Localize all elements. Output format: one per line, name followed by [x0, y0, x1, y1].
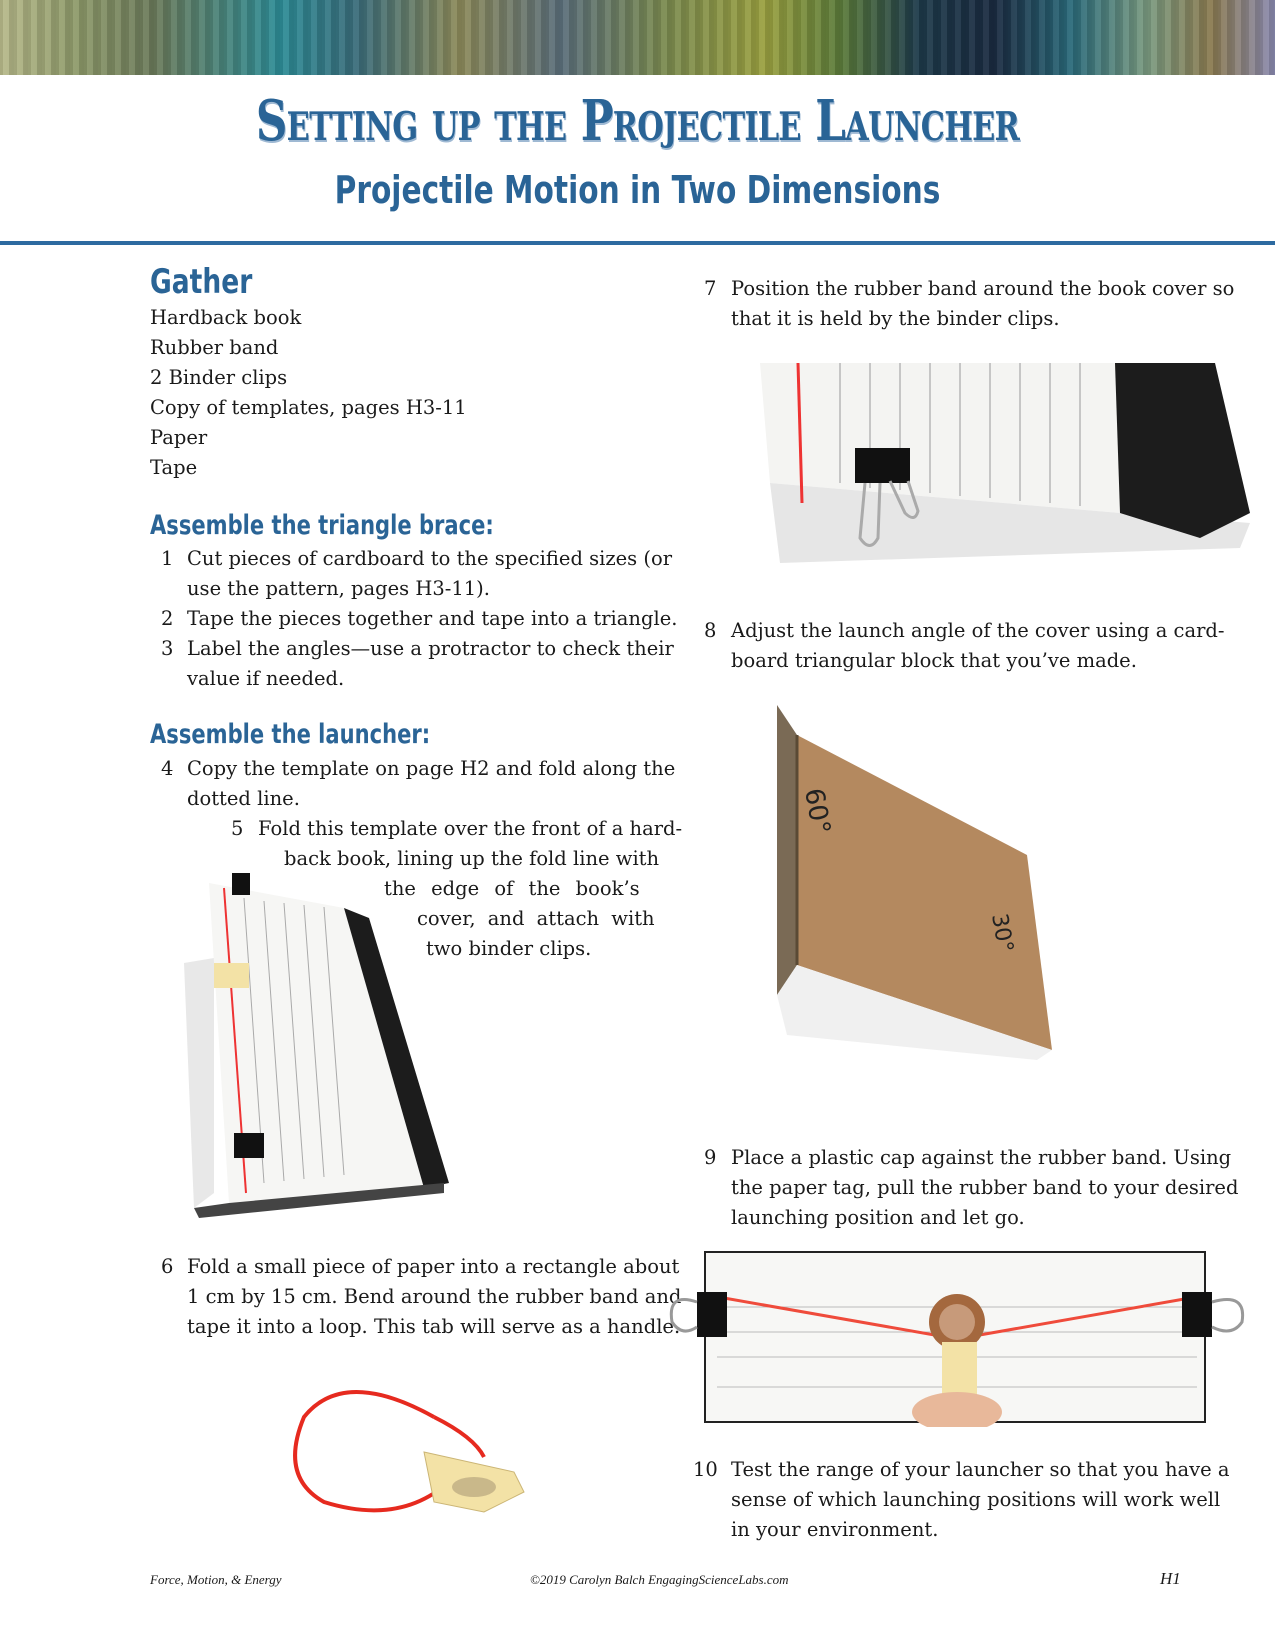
step-text: dotted line.: [187, 787, 300, 810]
gather-item: Rubber band: [150, 336, 279, 359]
page-number: H1: [1160, 1569, 1181, 1588]
step-text: back book, lining up the fold line with: [284, 847, 660, 870]
header-divider: [0, 241, 1275, 245]
step-text: that it is held by the binder clips.: [731, 307, 1060, 330]
step-text: Place a plastic cap against the rubber band. Using: [731, 1146, 1232, 1169]
gather-item: Copy of templates, pages H3-11: [150, 396, 467, 419]
page-subtitle: Projectile Motion in Two Dimensions: [334, 168, 941, 212]
step-number: 1: [161, 547, 174, 570]
step-number: 5: [231, 817, 244, 840]
step-text: board triangular block that you’ve made.: [731, 649, 1137, 672]
step-text: Tape the pieces together and tape into a triangle.: [187, 607, 678, 630]
photo-cap-against-band: [657, 1247, 1257, 1427]
gather-item: Tape: [150, 456, 198, 479]
step-number: 10: [693, 1458, 718, 1481]
angle-label-30: 30°: [986, 911, 1018, 955]
step-number: 2: [161, 607, 174, 630]
page-title: Setting up the Projectile Launcher: [255, 88, 1020, 154]
step-text: Fold a small piece of paper into a rectangle about: [187, 1255, 680, 1278]
step-text: Copy the template on page H2 and fold along the: [187, 757, 676, 780]
step-text: Adjust the launch angle of the cover using a card-: [731, 619, 1225, 642]
step-number: 4: [161, 757, 174, 780]
step-text: sense of which launching positions will work well: [731, 1488, 1221, 1511]
step-text: 1 cm by 15 cm. Bend around the rubber band and: [187, 1285, 682, 1308]
step-number: 3: [161, 637, 174, 660]
step-text: Test the range of your launcher so that you have a: [731, 1458, 1230, 1481]
step-text: cover, and attach with: [417, 907, 655, 930]
gather-heading: Gather: [150, 262, 253, 302]
step-text: Position the rubber band around the book cover so: [731, 277, 1235, 300]
triangle-heading: Assemble the triangle brace:: [150, 510, 494, 541]
step-text: value if needed.: [187, 667, 345, 690]
gather-item: 2 Binder clips: [150, 366, 288, 389]
step-text: use the pattern, pages H3-11).: [187, 577, 490, 600]
step-text: Fold this template over the front of a hard-: [258, 817, 683, 840]
step-text: the edge of the book’s: [384, 877, 640, 900]
step-text: tape it into a loop. This tab will serve as a handle.: [187, 1315, 681, 1338]
step-text: two binder clips.: [426, 937, 592, 960]
step-number: 9: [704, 1146, 717, 1169]
step-number: 6: [161, 1255, 174, 1278]
step-text: Cut pieces of cardboard to the specified sizes (or: [187, 547, 673, 570]
angle-label-60: 60°: [798, 786, 836, 837]
photo-rubber-band-tab: [284, 1357, 549, 1522]
header-banner-image: [0, 0, 1275, 75]
step-text: Label the angles—use a protractor to check their: [187, 637, 674, 660]
step-number: 8: [704, 619, 717, 642]
step-text: launching position and let go.: [731, 1206, 1025, 1229]
gather-item: Hardback book: [150, 306, 302, 329]
photo-rubber-band-on-cover: [760, 363, 1260, 583]
launcher-heading: Assemble the launcher:: [150, 719, 431, 750]
step-text: the paper tag, pull the rubber band to your desired: [731, 1176, 1239, 1199]
footer-copyright: ©2019 Carolyn Balch EngagingScienceLabs.com: [530, 1572, 789, 1587]
photo-template-on-book: [184, 863, 454, 1223]
gather-item: Paper: [150, 426, 208, 449]
step-text: in your environment.: [731, 1518, 939, 1541]
step-number: 7: [704, 277, 717, 300]
footer-book-title: Force, Motion, & Energy: [150, 1572, 282, 1587]
photo-cardboard-triangle-block: [757, 705, 1067, 1065]
